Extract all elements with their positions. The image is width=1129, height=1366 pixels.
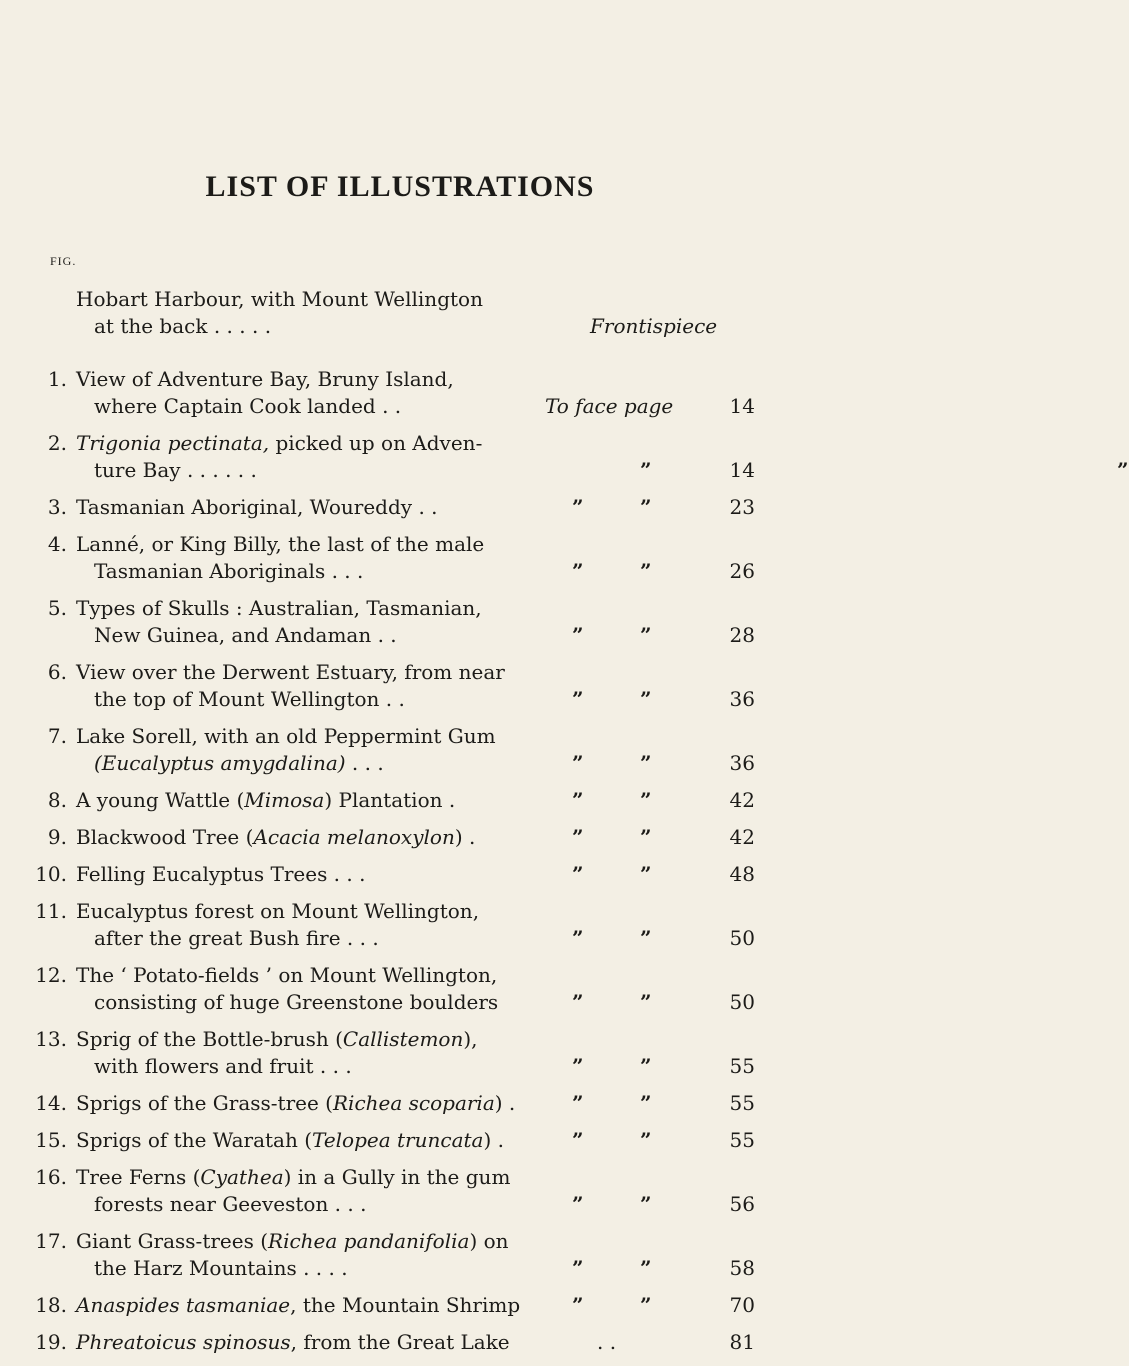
entry-line-2: forests near Geeveston . . . <box>94 1192 367 1216</box>
page-number: 56 <box>729 1192 755 1216</box>
entry-line-2 <box>76 750 506 777</box>
ditto-mark: ” <box>572 623 584 647</box>
entry-line-1: Lanné, or King Billy, the last of the male <box>76 532 485 556</box>
page-number: 42 <box>729 788 755 812</box>
to-face-page-label: To face page <box>545 394 674 418</box>
page-number: 81 <box>729 1330 755 1354</box>
entry-text: A young Wattle ( <box>76 788 245 812</box>
entry-description <box>76 1292 546 1319</box>
species-name: Trigonia pectinata, <box>76 431 270 455</box>
leader-dots: . . <box>597 1330 617 1354</box>
list-item <box>0 1026 800 1090</box>
entry-description <box>76 962 546 1016</box>
entry-line-1 <box>76 1293 520 1317</box>
list-item <box>0 659 800 723</box>
fig-column-label: FIG. <box>50 254 77 268</box>
entry-description <box>76 366 506 420</box>
entry-text: ) . <box>483 1128 504 1152</box>
species-name: (Eucalyptus amygdalina) <box>94 751 346 775</box>
entry-text: Sprig of the Bottle-brush ( <box>76 1027 343 1051</box>
entry-description <box>76 1228 546 1282</box>
list-item <box>0 962 800 1026</box>
entry-description <box>76 494 506 521</box>
ditto-mark: ” <box>572 1128 584 1152</box>
species-name: Anaspides tasmaniae <box>76 1293 291 1317</box>
page-number: 14 <box>729 458 755 482</box>
entry-description <box>76 1164 546 1218</box>
entry-line-1 <box>76 1229 509 1253</box>
entry-line-2: where Captain Cook landed . . <box>94 394 402 418</box>
page-number: 48 <box>729 862 755 886</box>
entry-text: , the Mountain Shrimp <box>290 1293 521 1317</box>
entry-number: 18. <box>35 1293 67 1317</box>
page-number: 55 <box>729 1091 755 1115</box>
entry-line-1: View over the Derwent Estuary, from near <box>76 660 505 684</box>
page-number: 36 <box>729 687 755 711</box>
entry-text: ) on <box>469 1229 509 1253</box>
entry-line-1: View of Adventure Bay, Bruny Island, <box>76 367 454 391</box>
entry-line-1 <box>76 431 482 455</box>
entry-number: 16. <box>35 1165 67 1189</box>
ditto-mark: ” <box>572 687 584 711</box>
entry-number: 11. <box>35 899 67 923</box>
entry-number: 15. <box>35 1128 67 1152</box>
ditto-mark: ” <box>572 862 584 886</box>
ditto-mark: ” <box>640 1128 652 1152</box>
entry-text: ), <box>463 1027 478 1051</box>
species-name: Mimosa <box>244 788 325 812</box>
entry-text: Tree Ferns ( <box>76 1165 201 1189</box>
entry-line-1 <box>76 1091 515 1115</box>
entry-number: 10. <box>35 862 67 886</box>
entry-description <box>76 723 506 777</box>
entry-text: ) . <box>454 825 476 849</box>
entry-text: Sprigs of the Grass-tree ( <box>76 1091 333 1115</box>
entry-description <box>76 659 506 713</box>
page-number: 23 <box>729 495 755 519</box>
entry-line-1 <box>76 1330 510 1354</box>
entry-number: 6. <box>47 660 67 684</box>
entry-number: 3. <box>47 495 67 519</box>
entry-text: ) in a Gully in the gum <box>283 1165 511 1189</box>
entry-text: Giant Grass-trees ( <box>76 1229 269 1253</box>
entry-description <box>76 861 506 888</box>
ditto-mark: ” <box>640 1054 652 1078</box>
list-item <box>0 787 800 824</box>
ditto-mark: ” <box>640 1192 652 1216</box>
ditto-mark: ” <box>640 1256 652 1280</box>
list-item <box>0 861 800 898</box>
ditto-mark: ” <box>640 559 652 583</box>
entry-number: 7. <box>47 724 67 748</box>
page-title: LIST OF ILLUSTRATIONS <box>205 170 595 203</box>
ditto-mark: ” <box>572 1054 584 1078</box>
ditto-mark: ” <box>572 751 584 775</box>
page-number: 28 <box>729 623 755 647</box>
entry-line-1 <box>76 1165 510 1189</box>
ditto-mark: ” <box>640 751 652 775</box>
ditto-mark: ” <box>572 926 584 950</box>
ditto-mark: ” <box>640 788 652 812</box>
ditto-mark: ” <box>572 495 584 519</box>
ditto-mark: ” <box>640 990 652 1014</box>
entry-line-1 <box>76 788 455 812</box>
species-name: Cyathea <box>200 1165 284 1189</box>
list-item <box>0 595 800 659</box>
list-item <box>0 1164 800 1228</box>
ditto-mark: ” <box>640 458 652 482</box>
entry-line-2: after the great Bush fire . . . <box>94 926 379 950</box>
entry-line-1 <box>76 825 475 849</box>
list-item <box>0 494 800 531</box>
entry-number: 17. <box>35 1229 67 1253</box>
page-number: 50 <box>729 926 755 950</box>
ditto-mark: ” <box>640 862 652 886</box>
list-item <box>0 1228 800 1292</box>
page-number: 36 <box>729 751 755 775</box>
entry-number: 13. <box>35 1027 67 1051</box>
entry-text: Blackwood Tree ( <box>76 825 254 849</box>
entry-number: 4. <box>47 532 67 556</box>
entry-line-1: Types of Skulls : Australian, Tasmanian, <box>76 596 482 620</box>
entry-number: 9. <box>47 825 67 849</box>
ditto-mark: ” <box>640 1091 652 1115</box>
entry-text: ) . <box>494 1091 516 1115</box>
frontispiece-label: Frontispiece <box>590 314 718 338</box>
ditto-mark: ” <box>572 1293 584 1317</box>
entry-line-1: Eucalyptus forest on Mount Wellington, <box>76 899 480 923</box>
ditto-mark: ” <box>572 559 584 583</box>
entry-description <box>76 595 506 649</box>
list-item <box>0 1127 800 1164</box>
entry-description <box>76 824 506 851</box>
ditto-mark: ” <box>640 926 652 950</box>
page-number: 14 <box>729 394 755 418</box>
entry-description <box>76 787 506 814</box>
entry-description <box>76 1127 546 1154</box>
species-name: Richea scoparia <box>332 1091 495 1115</box>
ditto-mark: ” <box>640 687 652 711</box>
entry-line-1: Hobart Harbour, with Mount Wellington <box>76 287 483 311</box>
list-item <box>0 366 800 430</box>
ditto-mark: ” <box>572 788 584 812</box>
list-item <box>0 723 800 787</box>
list-item <box>0 531 800 595</box>
list-item-frontispiece <box>0 286 800 366</box>
entry-line-1: Felling Eucalyptus Trees . . . <box>76 862 366 886</box>
list-item <box>0 1329 800 1366</box>
list-item <box>0 898 800 962</box>
entry-line-2: at the back . . . . . <box>94 314 272 338</box>
entry-number: 19. <box>35 1330 67 1354</box>
entry-number: 5. <box>47 596 67 620</box>
species-name: Phreatoicus spinosus <box>76 1330 291 1354</box>
entry-number: 8. <box>47 788 67 812</box>
entry-description <box>76 531 506 585</box>
entry-line-1 <box>76 1027 478 1051</box>
entry-line-1: Tasmanian Aboriginal, Woureddy . . <box>76 495 438 519</box>
entry-line-2: Tasmanian Aboriginals . . . <box>94 559 364 583</box>
ditto-mark: ” <box>572 1091 584 1115</box>
ditto-mark: ” <box>572 990 584 1014</box>
entry-description <box>76 1026 506 1080</box>
entry-text: picked up on Adven- <box>269 431 483 455</box>
entry-description <box>76 1090 546 1117</box>
entry-text: , from the Great Lake <box>290 1330 510 1354</box>
species-name: Richea pandanifolia <box>268 1229 470 1253</box>
entry-line-2: New Guinea, and Andaman . . <box>94 623 397 647</box>
species-name: Callistemon <box>342 1027 464 1051</box>
entry-number: 1. <box>47 367 67 391</box>
illustrations-list <box>0 286 1129 1366</box>
ditto-mark: ” <box>572 1192 584 1216</box>
list-item <box>0 824 800 861</box>
entry-line-1 <box>76 1128 504 1152</box>
ditto-mark: ” <box>640 495 652 519</box>
entry-line-2: the Harz Mountains . . . . <box>94 1256 348 1280</box>
page-number: 70 <box>729 1293 755 1317</box>
entry-number: 2. <box>47 431 67 455</box>
page-number: 55 <box>729 1128 755 1152</box>
entry-line-2: consisting of huge Greenstone boulders <box>94 990 499 1014</box>
entry-text: Sprigs of the Waratah ( <box>76 1128 313 1152</box>
list-item <box>0 430 1129 494</box>
entry-description <box>76 1329 546 1356</box>
entry-line-2: the top of Mount Wellington . . <box>94 687 405 711</box>
page-number: 26 <box>729 559 755 583</box>
ditto-mark: ” <box>1117 458 1129 482</box>
entry-line-1: Lake Sorell, with an old Peppermint Gum <box>76 724 496 748</box>
entry-line-2: ture Bay . . . . . . <box>94 458 257 482</box>
ditto-mark: ” <box>640 825 652 849</box>
leader-dots: . . . <box>345 751 384 775</box>
entry-description <box>76 898 506 952</box>
ditto-mark: ” <box>640 623 652 647</box>
list-item <box>0 1090 800 1127</box>
page-number: 50 <box>729 990 755 1014</box>
ditto-mark: ” <box>640 1293 652 1317</box>
entry-description <box>76 286 506 340</box>
species-name: Telopea truncata <box>312 1128 484 1152</box>
ditto-mark: ” <box>572 825 584 849</box>
entry-line-2: with flowers and fruit . . . <box>94 1054 352 1078</box>
page-number: 55 <box>729 1054 755 1078</box>
entry-description <box>76 430 506 484</box>
entry-text: ) Plantation . <box>324 788 456 812</box>
entry-line-1: The ‘ Potato-fields ’ on Mount Wellington, <box>76 963 498 987</box>
page-number: 42 <box>729 825 755 849</box>
list-item <box>0 1292 800 1329</box>
ditto-mark: ” <box>572 1256 584 1280</box>
entry-number: 14. <box>35 1091 67 1115</box>
species-name: Acacia melanoxylon <box>253 825 455 849</box>
entry-number: 12. <box>35 963 67 987</box>
page-number: 58 <box>729 1256 755 1280</box>
